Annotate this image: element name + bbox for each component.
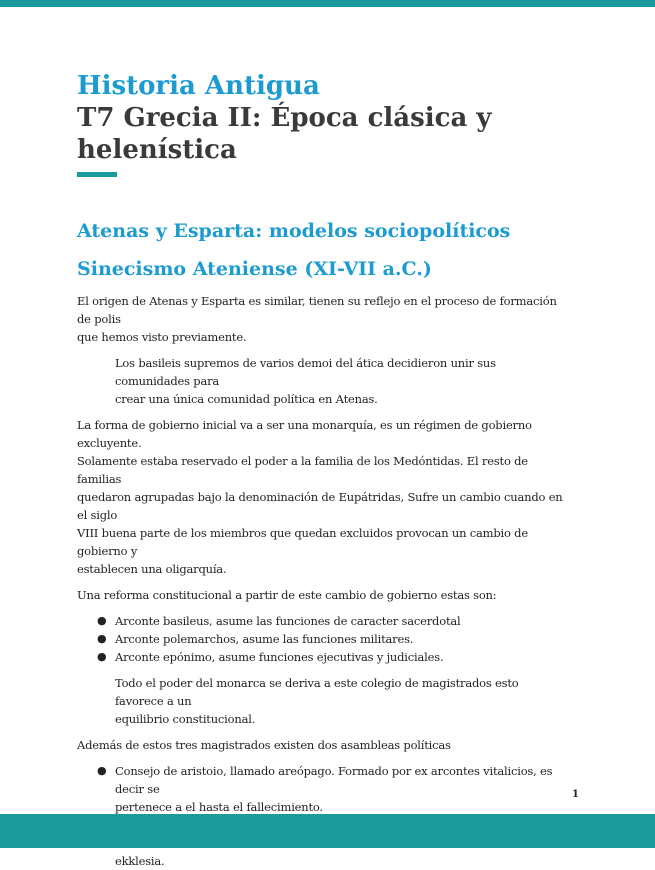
document-content: [77, 70, 567, 870]
paragraph-line: VIII buena parte de los miembros que quedan excluidos provocan un cambio de gobierno y: [77, 526, 528, 558]
list-item-text: Consejo de aristoio, llamado areópago. Formado por ex arcontes vitalicios, es decir se: [115, 764, 553, 796]
topic-title-line-2: helenística: [77, 135, 237, 165]
paragraph-assemblies: Además de estos tres magistrados existen dos asambleas políticas: [77, 738, 451, 752]
list-item: [77, 612, 567, 630]
paragraph-origin: [77, 292, 567, 346]
list-item-text: Arconte polemarchos, asume las funciones militares.: [115, 632, 414, 646]
list-item-text: ekklesia.: [115, 854, 165, 868]
page-number: 1: [572, 789, 579, 800]
quote-monarca: [77, 674, 567, 728]
bullet-icon: ●: [97, 764, 107, 777]
bullet-icon: ●: [97, 614, 107, 627]
paragraph-line: crear una única comunidad política en Atenas.: [115, 392, 378, 406]
quote-basileis: [77, 354, 567, 408]
list-item-text: Arconte basileus, asume las funciones de caracter sacerdotal: [115, 614, 461, 628]
bullet-icon: ●: [97, 650, 107, 663]
section-heading: Atenas y Esparta: modelos sociopolíticos: [77, 220, 511, 242]
list-item-text: pertenece a el hasta el fallecimiento.: [115, 800, 323, 814]
bullet-icon: ●: [97, 632, 107, 645]
paragraph-line: Los basileis supremos de varios demoi del ática decidieron unir sus comunidades para: [115, 356, 496, 388]
paragraph-line: La forma de gobierno inicial va a ser una monarquía, es un régimen de gobierno excluyente.: [77, 418, 532, 450]
top-accent-bar: [0, 0, 655, 7]
list-item: [77, 630, 567, 648]
course-title: Historia Antigua: [77, 71, 320, 101]
list-item: [77, 648, 567, 666]
list-item-text: Arconte epónimo, asume funciones ejecutivas y judiciales.: [115, 650, 444, 664]
paragraph-reform: Una reforma constitucional a partir de este cambio de gobierno estas son:: [77, 588, 497, 602]
document-title: [77, 70, 567, 177]
list-item: [77, 762, 567, 816]
paragraph-line: El origen de Atenas y Esparta es similar, tienen su reflejo en el proceso de formación de polis: [77, 294, 557, 326]
paragraph-government: [77, 416, 567, 578]
paragraph-line: Todo el poder del monarca se deriva a este colegio de magistrados esto favorece a un: [115, 676, 519, 708]
bottom-accent-bar: [0, 814, 655, 848]
paragraph-line: quedaron agrupadas bajo la denominación de Eupátridas, Sufre un cambio cuando en el siglo: [77, 490, 563, 522]
paragraph-line: equilibrio constitucional.: [115, 712, 256, 726]
section-subheading: Sinecismo Ateniense (XI-VII a.C.): [77, 258, 432, 280]
paragraph-line: establecen una oligarquía.: [77, 562, 227, 576]
arcontes-list: [77, 612, 567, 666]
paragraph-line: que hemos visto previamente.: [77, 330, 247, 344]
topic-title-line-1: T7 Grecia II: Época clásica y: [77, 103, 492, 133]
paragraph-line: Solamente estaba reservado el poder a la familia de los Medóntidas. El resto de familias: [77, 454, 528, 486]
